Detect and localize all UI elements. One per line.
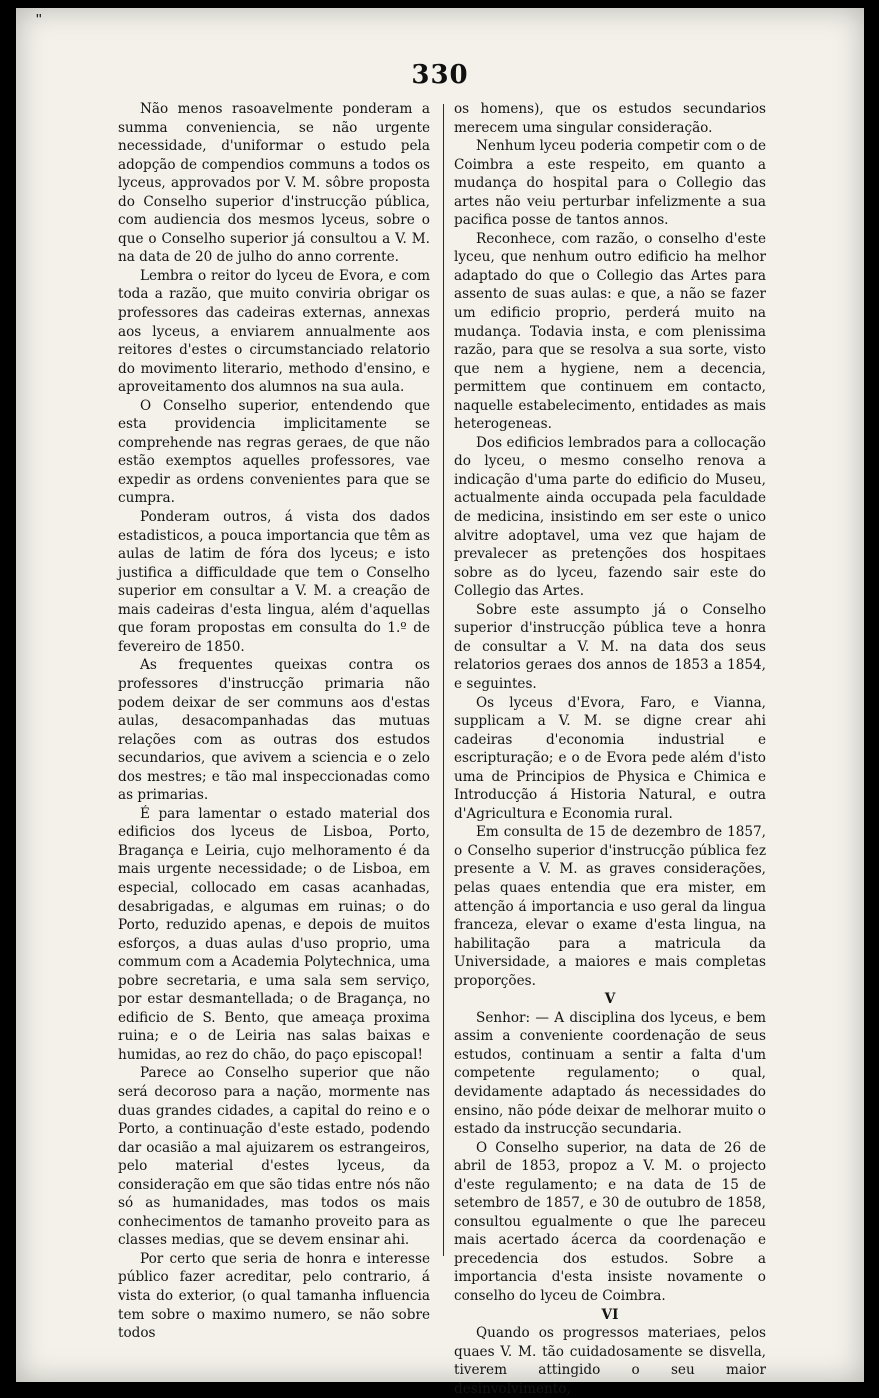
paragraph: Ponderam outros, á vista dos dados estadisticos, a pouca importancia que têm as aulas de latim de fóra dos lyceus; e isto justifica a difficuldade que tem o Conselho superior em consultar a V. M. a creação de mais cadeiras d'esta lingua, além d'aquellas que foram propostas em consulta do 1.º de fevereiro de 1850. (118, 509, 430, 655)
paragraph: Os lyceus d'Evora, Faro, e Vianna, supplicam a V. M. se digne crear ahi cadeiras d'economia industrial e escripturação; e o de Evora pede além d'isto uma de Principios de Physica e Chimica e Introducção á Historia Natural, e outra d'Agricultura e Economia rural. (454, 694, 766, 822)
paragraph: Parece ao Conselho superior que não será decoroso para a nação, mormente nas duas grandes cidades, a capital do reino e o Porto, a continuação d'este estado, podendo dar ocasião a mal ajuizarem os estrangeiros, pelo material d'estes lyceus, da consideração em que são tidas entre nós não só as humanidades, mas todos os mais conhecimentos de tamanho proveito para as classes medias, que se devem ensinar ahi. (118, 1065, 430, 1249)
column-divider (443, 104, 444, 1256)
paragraph: Dos edificios lembrados para a collocação do lyceu, o mesmo conselho renova a indicação d'uma parte do edificio do Museu, actualmente ainda occupada pela faculdade de medicina, insistindo em ser este o unico alvitre adoptavel, uma vez que hajam de prevalecer as pretenções dos hospitaes sobre as do lyceu, fazendo sair este do Collegio das Artes. (454, 434, 766, 600)
section-heading-v: V (604, 991, 616, 1008)
paragraph: O Conselho superior, na data de 26 de abril de 1853, propoz a V. M. o projecto d'este regulamento; e na data de 15 de setembro de 1857, e 30 de outubro de 1858, consultou egualmente o que lhe pareceu mais acertado ácerca da coordenação e precedencia dos estudos. Sobre a importancia d'esta insiste novamente o conselho do lyceu de Coimbra. (454, 1139, 766, 1304)
section-heading-vi: VI (601, 1306, 619, 1323)
document-page (16, 8, 864, 1397)
page-number: 330 (411, 60, 469, 90)
paragraph: Reconhece, com razão, o conselho d'este lyceu, que nenhum outro edificio ha melhor adaptado do que o Collegio das Artes para assento de suas aulas: e que, a não se fazer um edificio proprio, perderá muito na mudança. Todavia insta, e com plenissima razão, para que se resolva a sua sorte, visto que nem a hygiene, nem a decencia, permittem que continuem em contacto, naquelle estabelecimento, entidades as mais heterogeneas. (454, 230, 766, 433)
paragraph: Sobre este assumpto já o Conselho superior d'instrucção pública teve a honra de consultar a V. M. na data dos seus relatorios geraes dos annos de 1853 a 1854, e seguintes. (454, 601, 766, 692)
paragraph: Não menos rasoavelmente ponderam a summa conveniencia, se não urgente necessidade, d'uniformar o estudo pela adopção de compendios communs a todos os lyceus, approvados por V. M. sôbre proposta do Conselho superior d'instrucção pública, com audiencia dos mesmos lyceus, sobre o que o Conselho superior já consultou a V. M. na data de 20 de julho do anno corrente. (118, 101, 430, 266)
paragraph: É para lamentar o estado material dos edificios dos lyceus de Lisboa, Porto, Bragança e Leiria, cujo melhoramento é da mais urgente necessidade; o de Lisboa, em especial, collocado em casas acanhadas, desabrigadas, e algumas em ruinas; o do Porto, reduzido apenas, e depois de muitos esforços, a duas aulas d'uso proprio, uma commum com a Academia Polytechnica, uma pobre secretaria, e uma sala sem serviço, por estar desmantellada; o de Bragança, no edificio de S. Bento, que ameaça proxima ruina; e o de Leiria nas salas baixas e humidas, ao rez do chão, do paço episcopal! (118, 805, 430, 1063)
paragraph: O Conselho superior, entendendo que esta providencia implicitamente se comprehende nas regras geraes, de que não estão exemptos aquelles professores, vae expedir as ordens convenientes para que se cumpra. (118, 397, 430, 507)
paragraph: Em consulta de 15 de dezembro de 1857, o Conselho superior d'instrucção pública fez presente a V. M. as graves considerações, pelas quaes entendia que era mister, em attenção á importancia e uso geral da lingua franceza, elevar o exame d'esta lingua, na habilitação para a matricula da Universidade, a maiores e mais completas proporções. (454, 824, 766, 989)
paragraph: Senhor: — A disciplina dos lyceus, e bem assim a conveniente coordenação de seus estudos, continuam a sentir a falta d'um competente regulamento; o qual, devidamente adaptado ás necessidades do ensino, não póde deixar de melhorar muito o estado da instrucção secundaria. (454, 1009, 766, 1138)
right-column (454, 100, 766, 1398)
paragraph: Por certo que seria de honra e interesse público fazer acreditar, pelo contrario, á vista do exterior, (o qual tamanha influencia tem sobre o maximo numero, se não sobre todos (118, 1250, 430, 1342)
paragraph: Quando os progressos materiaes, pelos quaes V. M. tão cuidadosamente se disvella, tiverem attingido o seu maior desinvolvimento, (454, 1325, 766, 1397)
paragraph: Nenhum lyceu poderia competir com o de Coimbra a este respeito, em quanto a mudança do hospital para o Collegio das artes não veiu perturbar infelizmente a sua pacifica posse de tantos annos. (454, 138, 766, 229)
paragraph: As frequentes queixas contra os professores d'instrucção primaria não podem deixar de ser communs aos d'estas aulas, desacompanhadas das mutuas relações com as outras dos estudos secundarios, que avivem a sciencia e o zelo dos mestres; e tão mal inspeccionadas como as primarias. (118, 657, 430, 804)
corner-mark: " (36, 12, 42, 29)
left-column (118, 100, 430, 1343)
paragraph-continued: os homens), que os estudos secundarios merecem uma singular consideração. (454, 101, 766, 136)
paragraph: Lembra o reitor do lyceu de Evora, e com toda a razão, que muito conviria obrigar os professores das cadeiras externas, annexas aos lyceus, a enviarem annualmente aos reitores d'estes o circumstanciado relatorio do movimento literario, methodo d'ensino, e aproveitamento dos alumnos na sua aula. (118, 267, 430, 396)
